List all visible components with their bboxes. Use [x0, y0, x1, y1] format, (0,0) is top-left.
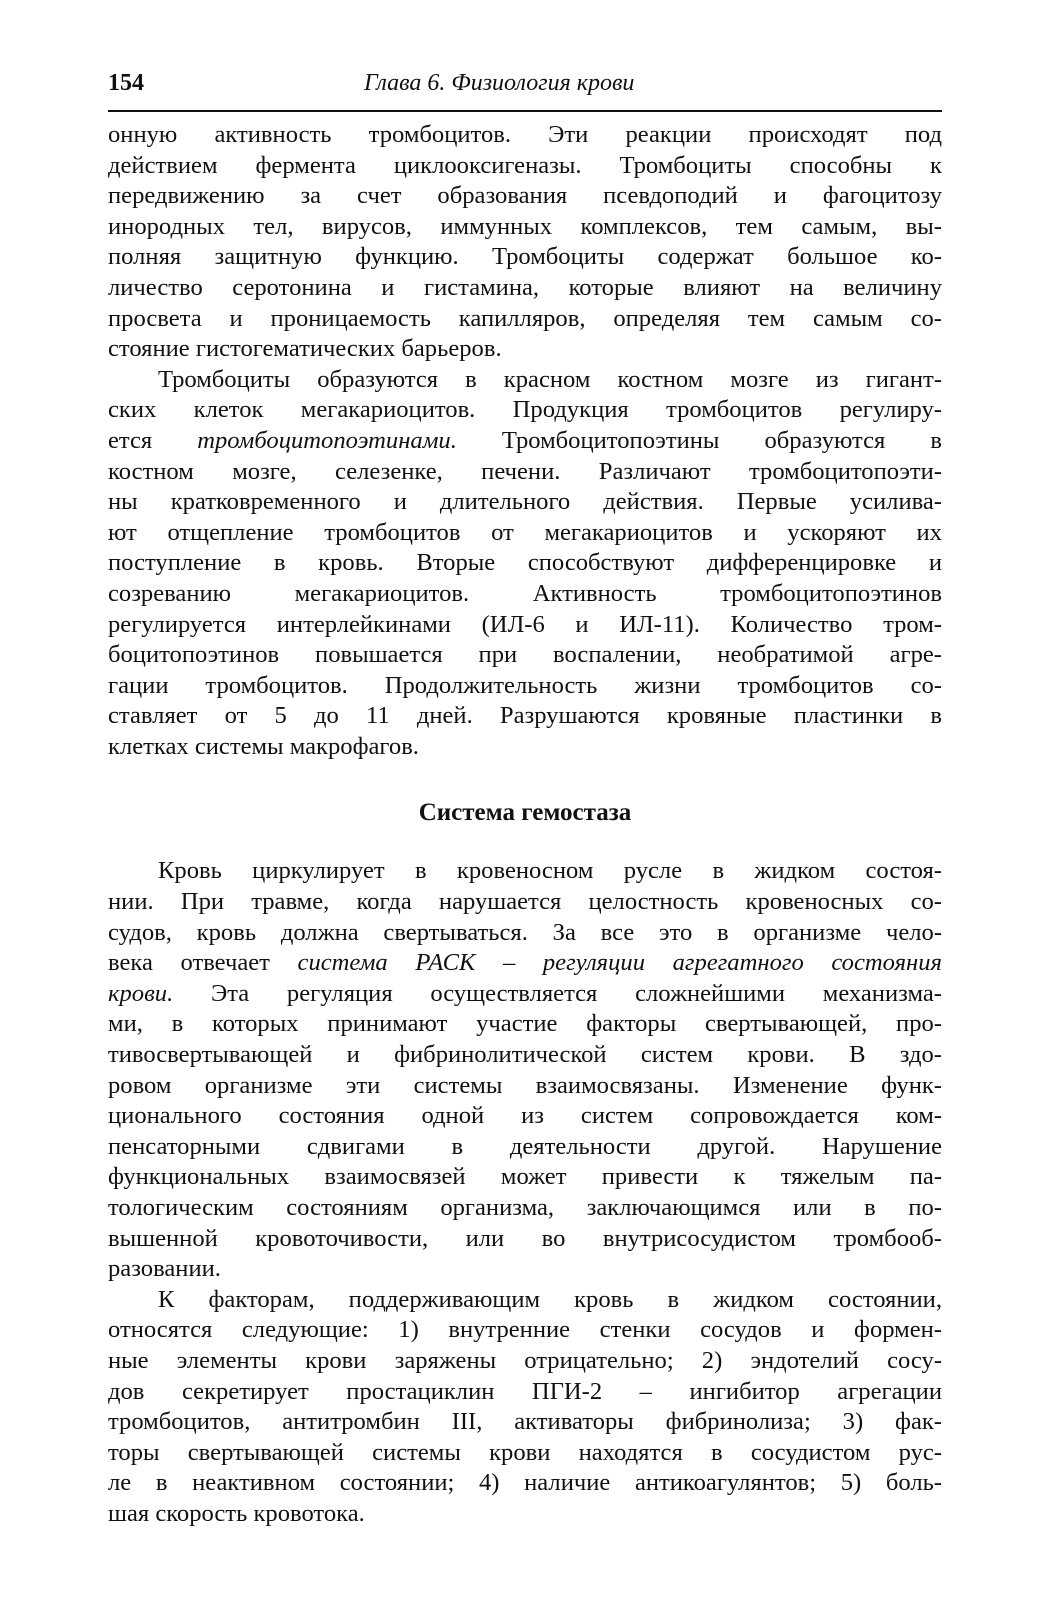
paragraph-1	[108, 120, 942, 365]
paragraph-4	[108, 1285, 942, 1530]
text-line: тромбоцитов, антитромбин III, активаторы фибринолиза; 3) фак-	[108, 1408, 942, 1436]
running-head	[108, 70, 942, 112]
text-line: судов, кровь должна свертываться. За все это в организме чело-	[108, 918, 942, 946]
text-line: К факторам, поддерживающим кровь в жидком состоянии,	[158, 1285, 942, 1313]
paragraph-3	[108, 856, 942, 1284]
text-line: пенсаторными сдвигами в деятельности другой. Нарушение	[108, 1132, 942, 1160]
section-heading: Система гемостаза	[418, 799, 632, 827]
line-text: века отвечает	[108, 949, 298, 977]
text-line: ровом организме эти системы взаимосвязаны. Изменение функ-	[108, 1071, 942, 1099]
text-line: ционального состояния одной из систем сопровождается ком-	[108, 1102, 942, 1130]
text-line: просвета и проницаемость капилляров, определяя тем самым со-	[108, 304, 942, 332]
body-text	[108, 120, 942, 1530]
text-line: относятся следующие: 1) внутренние стенки сосудов и формен-	[108, 1316, 942, 1344]
text-line: нии. При травме, когда нарушается целостность кровеносных со-	[108, 888, 942, 916]
text-line: ют отщепление тромбоцитов от мегакариоцитов и ускоряют их	[108, 518, 942, 546]
text-line: действием фермента циклооксигеназы. Тромбоциты способны к	[108, 151, 942, 179]
text-line: Кровь циркулирует в кровеносном русле в жидком состоя-	[158, 857, 942, 885]
text-line: передвижению за счет образования псевдоподий и фагоцитозу	[108, 182, 942, 210]
text-line: функциональных взаимосвязей может привести к тяжелым па-	[108, 1163, 942, 1191]
text-line: ставляет от 5 до 11 дней. Разрушаются кровяные пластинки в	[108, 702, 942, 730]
text-line: боцитопоэтинов повышается при воспалении, необратимой агре-	[108, 641, 942, 669]
text-line: вышенной кровоточивости, или во внутрисосудистом тромбооб-	[108, 1224, 942, 1252]
text-line: шая скорость кровотока.	[108, 1499, 365, 1527]
text-line: личество серотонина и гистамина, которые влияют на величину	[108, 273, 942, 301]
text-line: полняя защитную функцию. Тромбоциты содержат большое ко-	[108, 243, 942, 271]
emphasis-term: система РАСК – регуляции агрегатного состояния	[297, 949, 942, 977]
line-text: ется	[108, 426, 198, 454]
text-line: тивосвертывающей и фибринолитической систем крови. В здо-	[108, 1041, 942, 1069]
page-number: 154	[108, 70, 144, 96]
text-line: ских клеток мегакариоцитов. Продукция тромбоцитов регулиру-	[108, 396, 942, 424]
text-line: регулируется интерлейкинами (ИЛ-6 и ИЛ-11). Количество тром-	[108, 610, 942, 638]
line-text: Эта регуляция осуществляется сложнейшими механизма-	[173, 979, 942, 1007]
text-line: Тромбоциты образуются в красном костном мозге из гигант-	[158, 365, 942, 393]
text-line: ле в неактивном состоянии; 4) наличие антикоагулянтов; 5) боль-	[108, 1469, 942, 1497]
text-line: разовании.	[108, 1255, 221, 1283]
text-line: тологическим состояниям организма, заключающимся или в по-	[108, 1194, 942, 1221]
text-line: гации тромбоцитов. Продолжительность жизни тромбоцитов со-	[108, 671, 942, 699]
text-line: созреванию мегакариоцитов. Активность тромбоцитопоэтинов	[108, 579, 942, 607]
text-line: стояние гистогематических барьеров.	[108, 335, 502, 363]
text-line	[108, 979, 942, 1010]
paragraph-2	[108, 365, 942, 763]
text-line: дов секретирует простациклин ПГИ-2 – ингибитор агрегации	[108, 1377, 942, 1405]
text-line: костном мозге, селезенке, печени. Различают тромбоцитопоэти-	[108, 457, 942, 485]
text-line: инородных тел, вирусов, иммунных комплексов, тем самым, вы-	[108, 212, 942, 240]
text-line: ми, в которых принимают участие факторы свертывающей, про-	[108, 1010, 942, 1038]
text-line: поступление в кровь. Вторые способствуют дифференцировке и	[108, 549, 942, 577]
text-line: клетках системы макрофагов.	[108, 732, 419, 760]
emphasis-term: тромбоцитопоэтинами.	[197, 426, 457, 454]
text-line	[108, 948, 942, 979]
book-page	[108, 70, 942, 1530]
emphasis-term: крови.	[108, 979, 174, 1007]
text-line: ные элементы крови заряжены отрицательно; 2) эндотелий сосу-	[108, 1346, 942, 1374]
text-line	[108, 426, 942, 457]
chapter-title: Глава 6. Физиология крови	[364, 70, 635, 96]
line-text: Тромбоцитопоэтины образуются в	[456, 426, 942, 454]
text-line: ны кратковременного и длительного действия. Первые усилива-	[108, 488, 942, 516]
text-line: торы свертывающей системы крови находятся в сосудистом рус-	[108, 1438, 942, 1466]
text-line: онную активность тромбоцитов. Эти реакции происходят под	[108, 121, 942, 148]
